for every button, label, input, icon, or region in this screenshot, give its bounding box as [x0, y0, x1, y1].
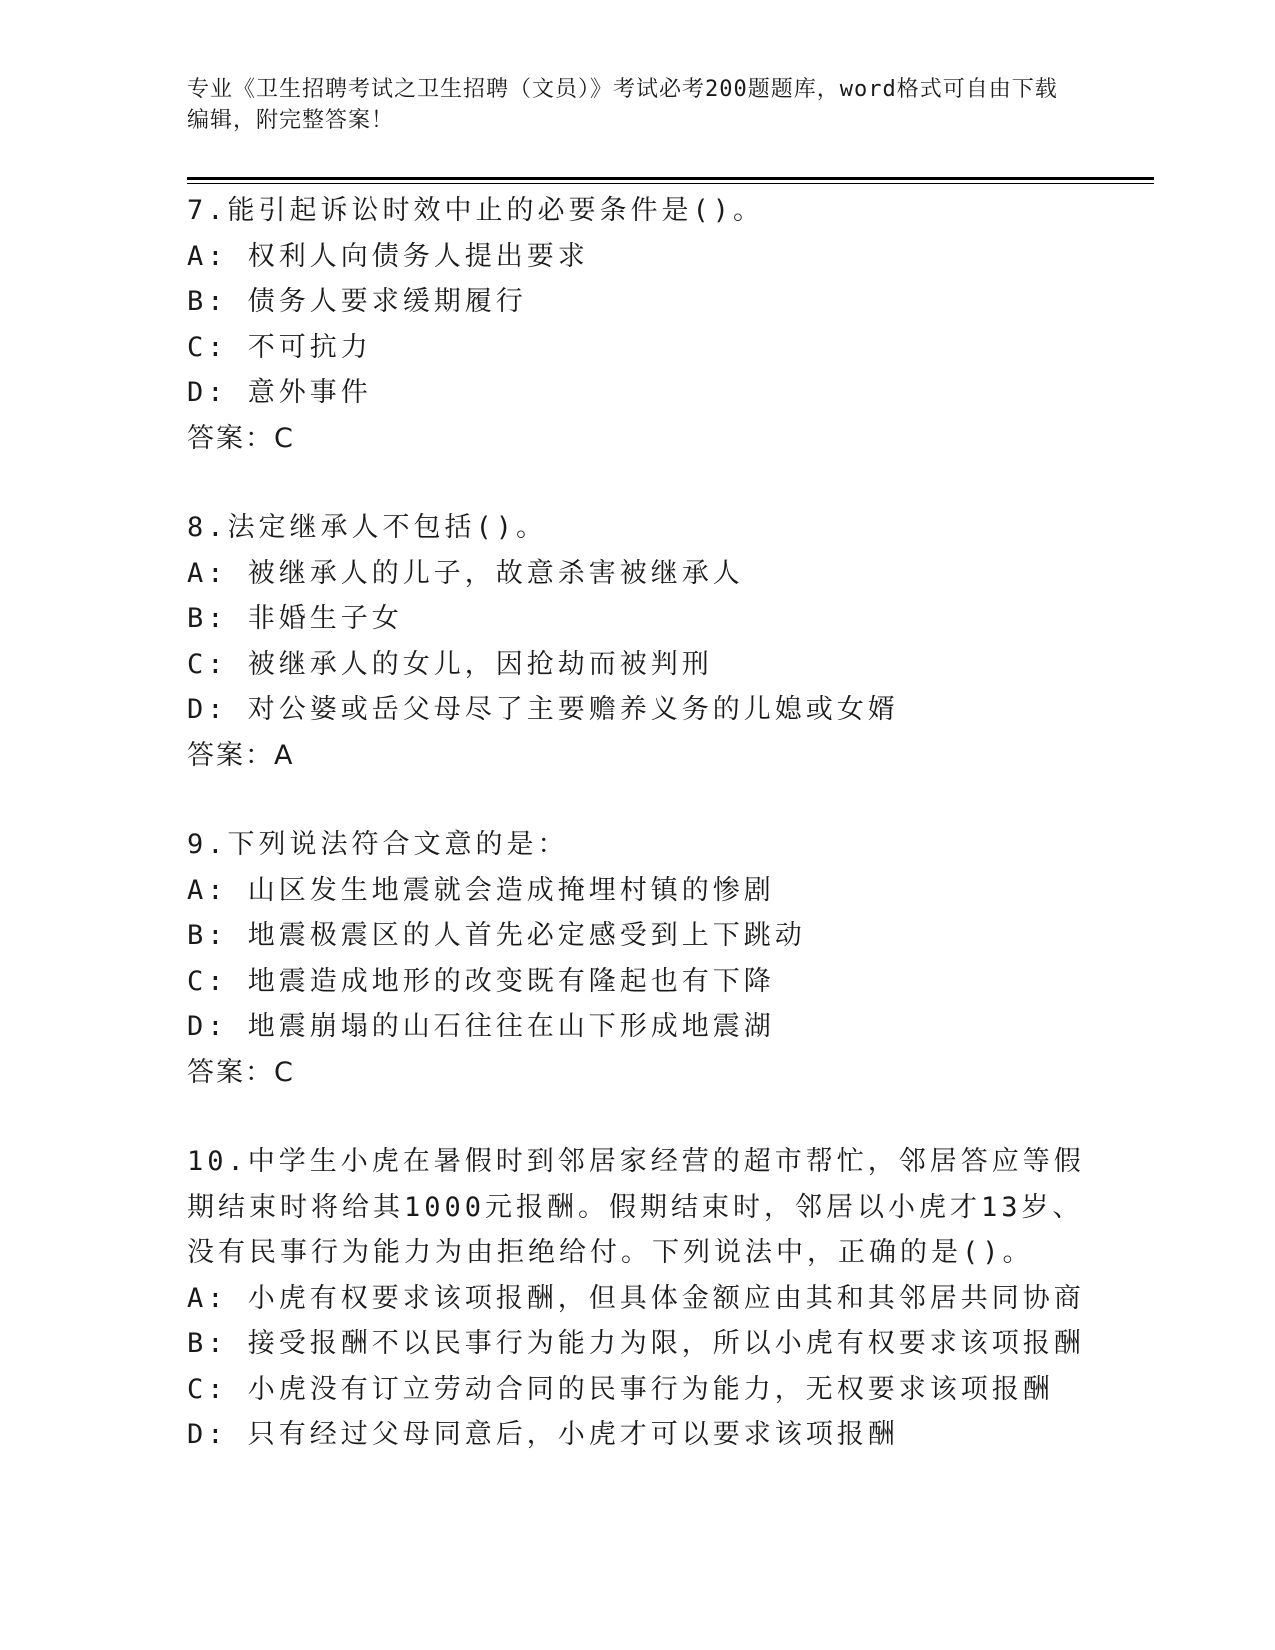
option-d: D: 只有经过父母同意后，小虎才可以要求该项报酬 — [187, 1419, 899, 1450]
option-b: B: 地震极震区的人首先必定感受到上下跳动 — [187, 920, 806, 951]
question-7 — [187, 188, 1087, 461]
option-d: D: 对公婆或岳父母尽了主要赡养义务的儿媳或女婿 — [187, 694, 899, 725]
question-8 — [187, 505, 1087, 778]
question-stem: 10.中学生小虎在暑假时到邻居家经营的超市帮忙，邻居答应等假期结束时将给其1000元报酬。假期结束时，邻居以小虎才13岁、没有民事行为能力为由拒绝给付。下列说法中，正确的是()。 — [187, 1146, 1085, 1268]
question-stem: 8.法定继承人不包括()。 — [187, 512, 548, 543]
answer-line: 答案：C — [187, 422, 295, 454]
option-c: C: 不可抗力 — [187, 331, 372, 363]
answer-line: 答案：C — [187, 1056, 295, 1088]
option-d: D: 地震崩塌的山石往往在山下形成地震湖 — [187, 1011, 775, 1042]
option-d: D: 意外事件 — [187, 377, 372, 408]
document-header: 专业《卫生招聘考试之卫生招聘（文员）》考试必考200题题库，word格式可自由下载编辑，附完整答案！ — [187, 77, 1058, 133]
header-divider-thin — [187, 183, 1154, 184]
question-10 — [187, 1139, 1087, 1458]
question-9 — [187, 822, 1087, 1095]
question-stem: 9.下列说法符合文意的是： — [187, 829, 569, 860]
option-c: C: 小虎没有订立劳动合同的民事行为能力，无权要求该项报酬 — [187, 1373, 1054, 1405]
option-b: B: 非婚生子女 — [187, 603, 403, 634]
option-a: A: 权利人向债务人提出要求 — [187, 240, 589, 272]
option-c: C: 被继承人的女儿，因抢劫而被判刑 — [187, 648, 713, 680]
header-divider-thick — [187, 177, 1154, 180]
option-a: A: 山区发生地震就会造成掩埋村镇的惨剧 — [187, 874, 775, 906]
question-stem: 7.能引起诉讼时效中止的必要条件是()。 — [187, 195, 765, 226]
option-a: A: 小虎有权要求该项报酬，但具体金额应由其和其邻居共同协商 — [187, 1282, 1085, 1314]
option-b: B: 接受报酬不以民事行为能力为限，所以小虎有权要求该项报酬 — [187, 1328, 1085, 1359]
option-b: B: 债务人要求缓期履行 — [187, 286, 527, 317]
option-c: C: 地震造成地形的改变既有隆起也有下降 — [187, 965, 775, 997]
option-a: A: 被继承人的儿子，故意杀害被继承人 — [187, 557, 744, 589]
answer-line: 答案：A — [187, 739, 295, 771]
